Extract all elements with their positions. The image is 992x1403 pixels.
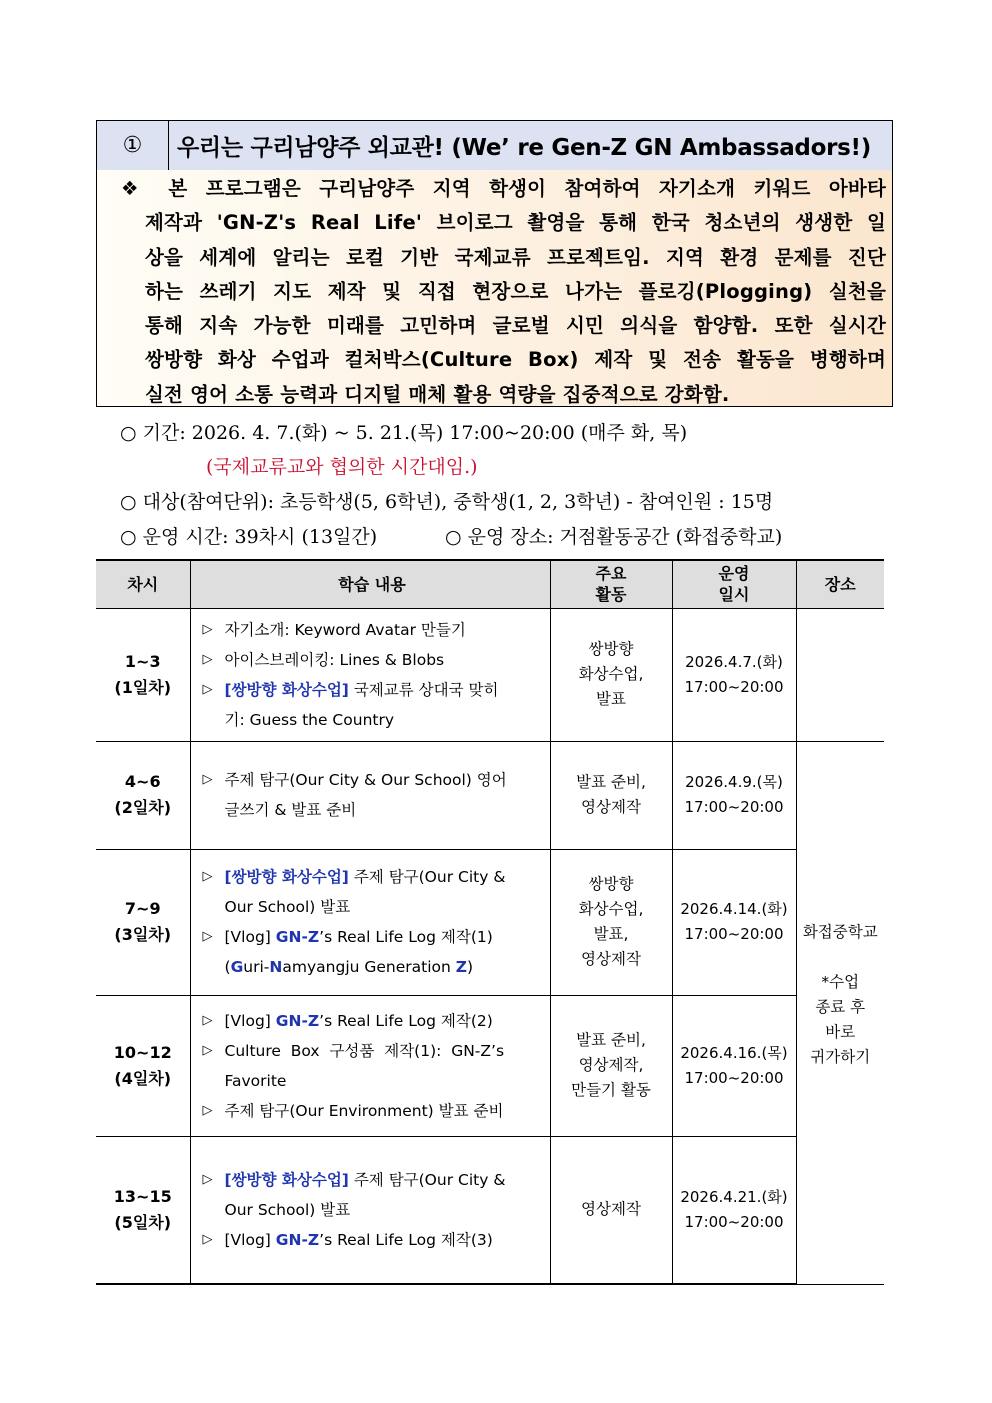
- info-target: ○ 대상(참여단위): 초등학생(5, 6학년), 중학생(1, 2, 3학년) - 참여인원 : 15명: [120, 491, 774, 513]
- triangle-bullet-icon: ▷: [202, 929, 213, 944]
- table-row: [96, 995, 884, 1136]
- header-place: 장소: [796, 560, 884, 608]
- program-title-box: [96, 120, 893, 171]
- activity-cell: 발표 준비, 영상제작, 만들기 활동: [550, 995, 672, 1136]
- table-row: [96, 849, 884, 995]
- description-line: 상을 세계에 알리는 로컬 기반 국제교류 프로젝트임. 지역 환경 문제를 진단: [145, 245, 886, 269]
- description-line: ❖ 본 프로그램은 구리남양주 지역 학생이 참여하여 자기소개 키워드 아바타: [121, 177, 886, 200]
- table-row: [96, 1136, 884, 1284]
- triangle-bullet-icon: ▷: [202, 1171, 213, 1187]
- live-class-tag: [쌍방향 화상수업]: [224, 1170, 349, 1189]
- activity-cell: 쌍방향 화상수업, 발표: [550, 608, 672, 741]
- header-content: 학습 내용: [190, 560, 550, 608]
- triangle-bullet-icon: ▷: [202, 1012, 213, 1028]
- triangle-bullet-icon: ▷: [202, 651, 213, 667]
- content-cell: ▷ [쌍방향 화상수업] 주제 탐구(Our City & Our School) 발표 ▷ [Vlog] GN-Z’s Real Life Log 제작(3): [190, 1136, 550, 1284]
- description-line: 실전 영어 소통 능력과 디지털 매체 활용 역량을 집중적으로 강화함.: [145, 382, 730, 406]
- content-cell: ▷ [Vlog] GN-Z’s Real Life Log 제작(2) ▷ Culture Box 구성품 제작(1): GN-Z’s Favorite ▷ 주제 탐구(Our Environment) 발표 준비: [190, 995, 550, 1136]
- activity-cell: 쌍방향 화상수업, 발표, 영상제작: [550, 849, 672, 995]
- date-cell: 2026.4.16.(목) 17:00~20:00: [672, 995, 796, 1136]
- program-description: [96, 170, 893, 407]
- info-hours: ○ 운영 시간: 39차시 (13일간): [120, 526, 378, 548]
- triangle-bullet-icon: ▷: [202, 772, 213, 787]
- triangle-bullet-icon: ▷: [202, 1231, 213, 1247]
- date-cell: 2026.4.14.(화) 17:00~20:00: [672, 849, 796, 995]
- description-line: 하는 쓰레기 지도 제작 및 직접 현장으로 나가는 플로깅(Plogging) 실천을: [145, 279, 886, 303]
- triangle-bullet-icon: ▷: [202, 1042, 213, 1058]
- schedule-table: [96, 559, 884, 1285]
- session-cell: 10~12 (4일차): [96, 995, 190, 1136]
- session-cell: 4~6 (2일차): [96, 741, 190, 849]
- description-line: 통해 지속 가능한 미래를 고민하며 글로벌 시민 의식을 함양함. 또한 실시간: [145, 314, 886, 338]
- place-cell: 화접중학교 *수업 종료 후 바로 귀가하기: [796, 741, 884, 1284]
- triangle-bullet-icon: ▷: [202, 621, 213, 637]
- description-line: 쌍방향 화상 수업과 컬처박스(Culture Box) 제작 및 전송 활동을 병행하며: [145, 348, 886, 372]
- place-cell: [796, 608, 884, 741]
- description-line: 제작과 'GN-Z's Real Life' 브이로그 촬영을 통해 한국 청소년의 생생한 일: [145, 211, 886, 235]
- session-cell: 13~15 (5일차): [96, 1136, 190, 1284]
- header-date: 운영 일시: [672, 560, 796, 608]
- session-cell: 1~3 (1일차): [96, 608, 190, 741]
- diamond-bullet-icon: ❖: [121, 177, 151, 200]
- date-cell: 2026.4.7.(화) 17:00~20:00: [672, 608, 796, 741]
- content-cell: ▷ 주제 탐구(Our City & Our School) 영어 글쓰기 & 발표 준비: [190, 741, 550, 849]
- header-session: 차시: [96, 560, 190, 608]
- info-period: ○ 기간: 2026. 4. 7.(화) ~ 5. 21.(목) 17:00~20:00 (매주 화, 목): [120, 422, 688, 444]
- triangle-bullet-icon: ▷: [202, 681, 213, 697]
- table-row: [96, 608, 884, 741]
- content-cell: ▷ 자기소개: Keyword Avatar 만들기 ▷ 아이스브레이킹: Lines & Blobs ▷ [쌍방향 화상수업] 국제교류 상대국 맞히 기: Guess the Country: [190, 608, 550, 741]
- info-venue: ○ 운영 장소: 거점활동공간 (화접중학교): [445, 526, 783, 548]
- triangle-bullet-icon: ▷: [202, 1102, 213, 1118]
- date-cell: 2026.4.9.(목) 17:00~20:00: [672, 741, 796, 849]
- activity-cell: 발표 준비, 영상제작: [550, 741, 672, 849]
- activity-cell: 영상제작: [550, 1136, 672, 1284]
- live-class-tag: [쌍방향 화상수업]: [224, 680, 349, 699]
- table-header-row: [96, 560, 884, 608]
- program-title: 우리는 구리남양주 외교관! (We’ re Gen-Z GN Ambassadors!): [177, 135, 871, 161]
- table-row: [96, 741, 884, 849]
- program-number: ①: [97, 121, 169, 170]
- triangle-bullet-icon: ▷: [202, 869, 213, 884]
- content-cell: ▷ [쌍방향 화상수업] 주제 탐구(Our City & Our School) 발표 ▷ [Vlog] GN-Z’s Real Life Log 제작(1) (Guri-Namyangju Generation Z): [190, 849, 550, 995]
- live-class-tag: [쌍방향 화상수업]: [224, 868, 349, 886]
- session-cell: 7~9 (3일차): [96, 849, 190, 995]
- header-activity: 주요 활동: [550, 560, 672, 608]
- date-cell: 2026.4.21.(화) 17:00~20:00: [672, 1136, 796, 1284]
- info-period-note: (국제교류교와 협의한 시간대임.): [206, 456, 478, 478]
